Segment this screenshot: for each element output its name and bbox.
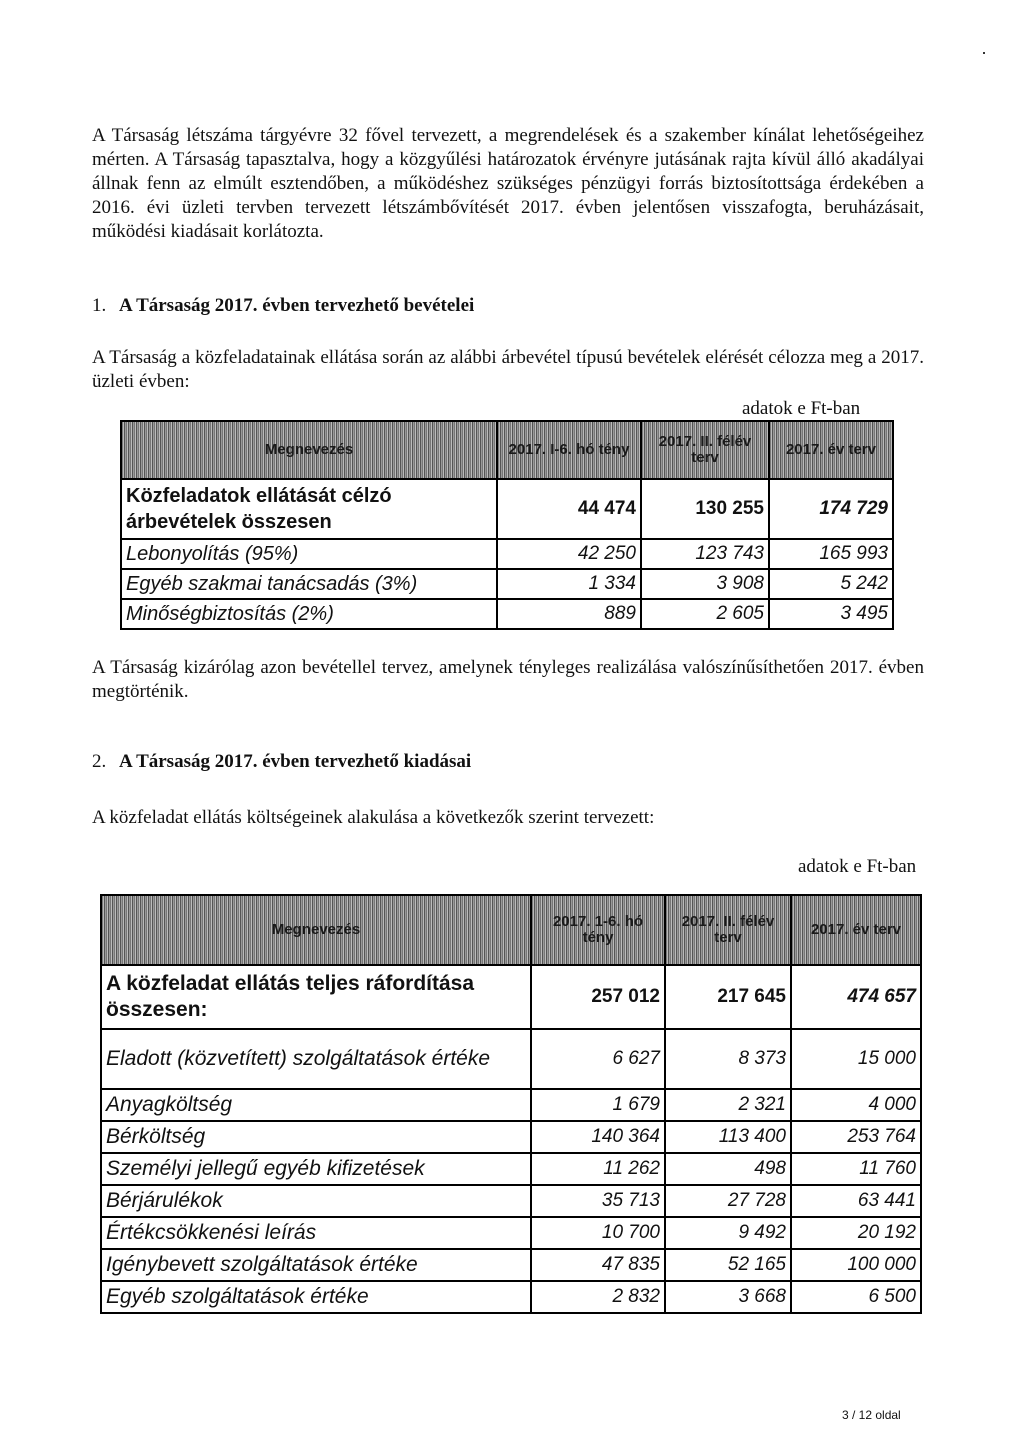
table-total-row [101,965,921,1029]
cell-value: 52 165 [665,1249,791,1281]
row-label: Igénybevett szolgáltatások értéke [101,1249,531,1281]
cell-value: 2 321 [665,1089,791,1121]
cell-value: 100 000 [791,1249,921,1281]
section-2-number: 2. [92,751,107,772]
cell-value: 217 645 [665,965,791,1029]
intro-paragraph: A Társaság létszáma tárgyévre 32 fővel tervezett, a megrendelések és a szakember kínálat lehetőségeihez mérten. A Társaság tapasztalva, hogy a közgyűlési határozatok érvényre jutásának rajta kívül álló akadályai állnak fenn az elmúlt esztendőben, a működéshez szükséges pénzügyi forrás biztosítottsága érdekében a 2016. évi üzleti tervben tervezett létszámbővítését 2017. évben jelentősen visszafogta, beruházásait, működési kiadásait korlátozta. [92,125,924,242]
cell-value: 3 668 [665,1281,791,1313]
column-header: 2017. I-6. hó tény [497,421,641,479]
table-row [101,1153,921,1185]
table-header-row [101,895,921,965]
cell-value: 11 262 [531,1153,665,1185]
scan-speck [983,52,985,54]
table-row [101,1185,921,1217]
cell-value: 63 441 [791,1185,921,1217]
cell-value: 123 743 [641,539,769,569]
cell-value: 3 908 [641,569,769,599]
row-label: Bérjárulékok [101,1185,531,1217]
cell-value: 4 000 [791,1089,921,1121]
cell-value: 1 334 [497,569,641,599]
row-label: Közfeladatok ellátását célzó árbevételek összesen [121,479,497,539]
cell-value: 165 993 [769,539,893,569]
cell-value: 9 492 [665,1217,791,1249]
section-2-unit: adatok e Ft-ban [798,856,917,877]
cell-value: 15 000 [791,1029,921,1089]
cell-value: 2 605 [641,599,769,629]
table-row [101,1281,921,1313]
column-header: Megnevezés [101,895,531,965]
column-header: 2017. II. félév terv [665,895,791,965]
table-total-row [121,479,893,539]
cell-value: 8 373 [665,1029,791,1089]
section-2-text: A közfeladat ellátás költségeinek alakulása a következők szerint tervezett: [92,807,655,828]
cell-value: 3 495 [769,599,893,629]
table-row [101,1217,921,1249]
section-1-title: A Társaság 2017. évben tervezhető bevételei [119,295,475,316]
column-header: 2017. év terv [769,421,893,479]
cell-value: 140 364 [531,1121,665,1153]
column-header: 2017. II. félév terv [641,421,769,479]
row-label: Lebonyolítás (95%) [121,539,497,569]
row-label: Anyagköltség [101,1089,531,1121]
cell-value: 113 400 [665,1121,791,1153]
expense-table [100,894,922,1314]
page-number: 3 / 12 oldal [842,1408,901,1422]
cell-value: 1 679 [531,1089,665,1121]
column-header: 2017. 1-6. hó tény [531,895,665,965]
cell-value: 253 764 [791,1121,921,1153]
cell-value: 6 500 [791,1281,921,1313]
column-header: 2017. év terv [791,895,921,965]
table-row [121,599,893,629]
cell-value: 42 250 [497,539,641,569]
section-1-after-text: A Társaság kizárólag azon bevétellel tervez, amelynek tényleges realizálása valószínűsíthetően 2017. évben megtörténik. [92,657,924,702]
row-label: Minőségbiztosítás (2%) [121,599,497,629]
cell-value: 889 [497,599,641,629]
cell-value: 5 242 [769,569,893,599]
row-label: Eladott (közvetített) szolgáltatások értéke [101,1029,531,1089]
row-label: Bérköltség [101,1121,531,1153]
row-label: Értékcsökkenési leírás [101,1217,531,1249]
row-label: Egyéb szolgáltatások értéke [101,1281,531,1313]
cell-value: 474 657 [791,965,921,1029]
cell-value: 498 [665,1153,791,1185]
section-2-heading [92,750,471,774]
row-label: Egyéb szakmai tanácsadás (3%) [121,569,497,599]
table-row [101,1249,921,1281]
section-2-title: A Társaság 2017. évben tervezhető kiadásai [119,751,472,772]
cell-value: 6 627 [531,1029,665,1089]
cell-value: 11 760 [791,1153,921,1185]
column-header: Megnevezés [121,421,497,479]
row-label: A közfeladat ellátás teljes ráfordítása összesen: [101,965,531,1029]
table-row [101,1121,921,1153]
cell-value: 20 192 [791,1217,921,1249]
cell-value: 47 835 [531,1249,665,1281]
cell-value: 35 713 [531,1185,665,1217]
section-1-unit: adatok e Ft-ban [742,398,861,419]
cell-value: 130 255 [641,479,769,539]
revenue-table [120,420,894,630]
cell-value: 10 700 [531,1217,665,1249]
cell-value: 257 012 [531,965,665,1029]
table-row [121,539,893,569]
cell-value: 174 729 [769,479,893,539]
table-row [101,1029,921,1089]
table-row [101,1089,921,1121]
section-1-heading [92,294,474,318]
cell-value: 2 832 [531,1281,665,1313]
table-row [121,569,893,599]
row-label: Személyi jellegű egyéb kifizetések [101,1153,531,1185]
section-1-text: A Társaság a közfeladatainak ellátása során az alábbi árbevétel típusú bevételek elérését célozza meg a 2017. üzleti évben: [92,347,924,392]
table-header-row [121,421,893,479]
cell-value: 44 474 [497,479,641,539]
cell-value: 27 728 [665,1185,791,1217]
section-1-number: 1. [92,295,107,316]
